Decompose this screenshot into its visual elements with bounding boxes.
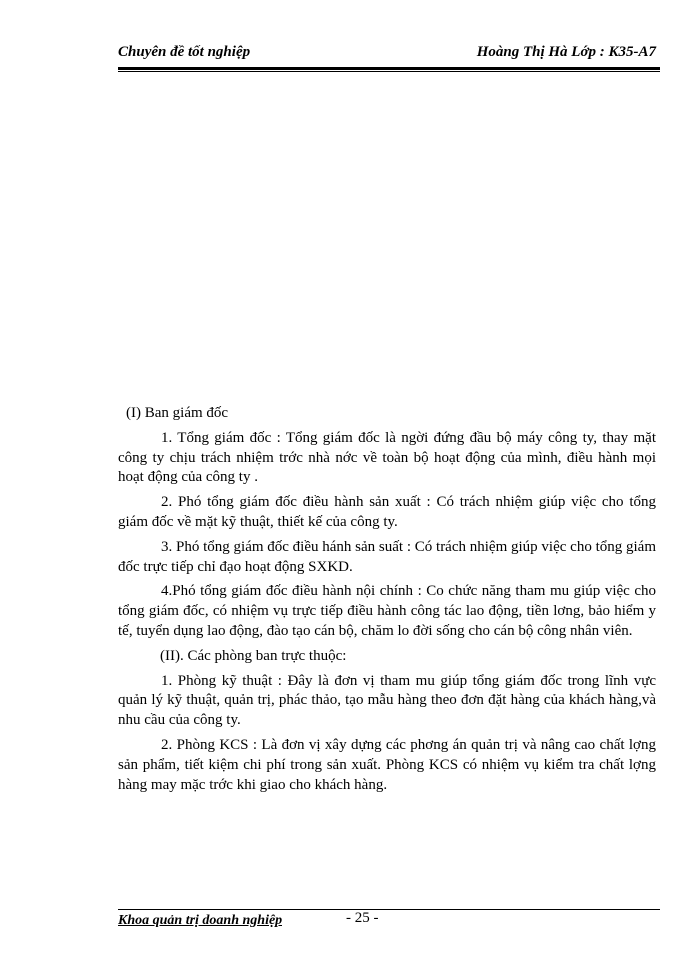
document-body	[118, 404, 656, 800]
paragraph: 1. Phòng kỹ thuật : Đây là đơn vị tham mu giúp tổng giám đốc trong lĩnh vực quản lý kỹ thuật, quản trị, phác thảo, tạo mẫu hàng theo đơn đặt hàng của khách hàng,và nhu cầu của công ty.	[118, 672, 656, 729]
footer-faculty: Khoa quản trị doanh nghiệp	[118, 913, 283, 928]
footer-divider	[118, 909, 660, 910]
header-divider	[118, 67, 660, 72]
page-number: - 25 -	[346, 910, 379, 926]
section-heading-departments: (II). Các phòng ban trực thuộc:	[160, 647, 347, 664]
page-header	[118, 44, 656, 66]
paragraph: 3. Phó tổng giám đốc điều hánh sản suất : Có trách nhiệm giúp việc cho tổng giám đốc trực tiếp chỉ đạo hoạt động SXKD.	[118, 538, 656, 575]
paragraph: 4.Phó tổng giám đốc điều hành nội chính : Co chức năng tham mu giúp việc cho tổng giám đốc, có nhiệm vụ trực tiếp điều hành công tác lao động, tiền lơng, bảo hiểm y tế, tuyển dụng lao động, đào tạo cán bộ, chăm lo đời sống cho cán bộ công nhân viên.	[118, 583, 656, 639]
section-heading-board: (I) Ban giám đốc	[126, 405, 229, 421]
paragraph: 2. Phó tổng giám đốc điều hành sản xuất : Có trách nhiệm giúp việc cho tổng giám đốc về mặt kỹ thuật, thiết kế của công ty.	[118, 494, 656, 530]
header-left-title: Chuyên đề tốt nghiệp	[118, 44, 251, 60]
paragraph: 1. Tổng giám đốc : Tổng giám đốc là ngời đứng đầu bộ máy công ty, thay mặt công ty chịu trách nhiệm trớc nhà nớc về toàn bộ hoạt động của mình, điều hành mọi hoạt động của công ty .	[118, 429, 656, 486]
paragraph: 2. Phòng KCS : Là đơn vị xây dựng các phơng án quản trị và nâng cao chất lợng sản phẩm, tiết kiệm chi phí trong sản xuất. Phòng KCS có nhiệm vụ kiểm tra chất lợng hàng may mặc trớc khi giao cho khách hàng.	[118, 736, 656, 793]
header-author-class: Hoàng Thị Hà Lớp : K35-A7	[476, 44, 656, 60]
